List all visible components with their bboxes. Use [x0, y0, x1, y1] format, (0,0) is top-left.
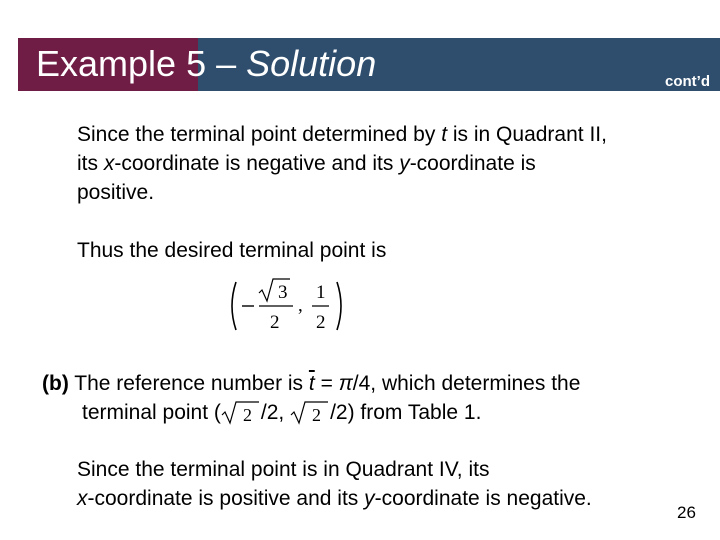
part-b-label: (b) — [42, 372, 69, 395]
slide-title — [36, 41, 376, 87]
sqrt-two-2 — [290, 400, 330, 426]
title-solution: Solution — [246, 43, 377, 84]
sqrt-two-1 — [221, 400, 261, 426]
continued-label: cont’d — [665, 73, 710, 90]
paragraph-quadrant-ii: Since the terminal point determined by t is in Quadrant II, its x-coordinate is negative and its y-coordinate is positive. — [77, 123, 607, 204]
paragraph-part-b: (b) The reference number is $\overline{t} = \pi/4$, which determines the terminal point ( 2 /2, 2 /2) from Table 1. — [42, 372, 581, 426]
formula-num2: 1 — [316, 282, 326, 303]
title-example: Example 5 – — [36, 43, 247, 84]
paragraph-quadrant-iv: Since the terminal point is in Quadrant IV, its x-coordinate is positive and its y-coordinate is negative. — [77, 458, 592, 510]
page-number: 26 — [677, 503, 696, 522]
paragraph-desired-point: Thus the desired terminal point is — [77, 239, 387, 262]
formula-den2: 2 — [316, 312, 326, 333]
formula-den1: 2 — [270, 312, 280, 333]
terminal-point-formula — [226, 276, 348, 336]
formula-num1: 3 — [278, 282, 288, 303]
svg-text:2: 2 — [312, 405, 322, 426]
svg-text:2: 2 — [242, 405, 252, 426]
svg-text:,: , — [298, 295, 303, 316]
